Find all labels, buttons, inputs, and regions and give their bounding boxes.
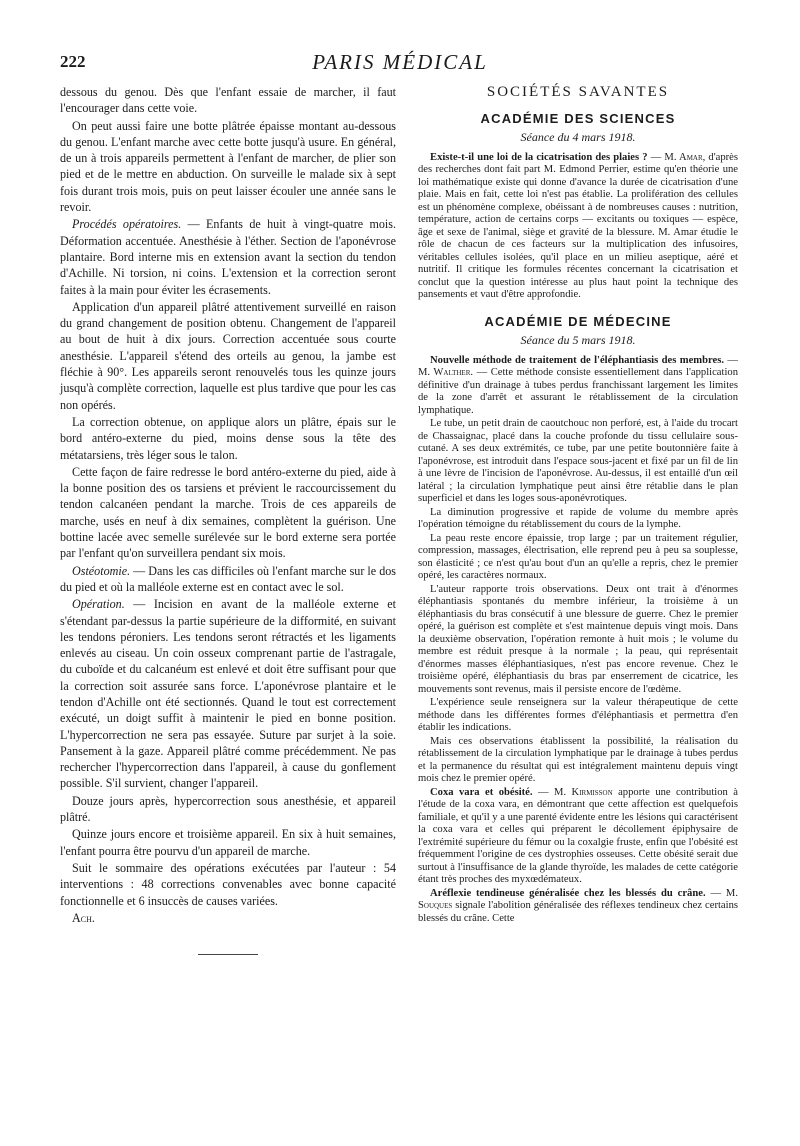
paragraph-label: Opération. — [72, 597, 125, 612]
article-title: Coxa vara et obésité. — [430, 786, 533, 798]
article-title: Existe-t-il une loi de la cicatrisation des plaies ? — [430, 151, 648, 163]
academy-title: ACADÉMIE DE MÉDECINE — [484, 313, 672, 329]
right-column — [418, 84, 738, 926]
paragraph — [60, 563, 396, 596]
article-title: Nouvelle méthode de traitement de l'éléphantiasis des membres. — [430, 354, 724, 366]
paragraph: Application d'un appareil plâtré attentivement surveillé en raison du grand changement de position obtenu. Changement de l'appareil au bout de huit à dix jours. Correction accentuée sous courte anesthésie. L'appareil s'étend des orteils au genou, la jambe est fléchie à 90°. Les appareils seront renouvelés tous les quinze jours jusqu'à complète correction, laquelle est plus tardive que pour les cas non opérés. — [60, 299, 396, 412]
paragraph: L'expérience seule renseignera sur la valeur thérapeutique de cette méthode dans les différentes formes d'éléphantiasis et permettra d'en établir les indications. — [418, 697, 738, 733]
page-number: 222 — [60, 52, 86, 71]
paragraph — [60, 216, 396, 297]
article-author: M. Amar, — [664, 151, 706, 163]
article-author: M. Kirmisson — [554, 786, 613, 798]
article-title: Aréflexie tendineuse généralisée chez les blessés du crâne. — [430, 887, 706, 899]
article-text: d'après des recherches dont fait part M. Edmond Perrier, estime qu'en théorie une loi mathématique existe qui donne d'avance la durée de cicatrisation d'une plaie. Mais en fait, cette loi n'est pas établie. La prolifération des cellules est un phénomène complexe, obéissant à de nombreuses causes : nutrition, température, action de certains corps — excitants ou toxiques — espèce, âge et sexe de l'animal, siège et gravité de la blessure. M. Amar étudie le rôle de chacun de ces facteurs sur la multiplication des infusoires, véritables cellules isolées, qu'il place en un milieu aseptique, aéré et nutritif. Il critique les formules récentes concernant la cicatrisation et conclut que la question intéresse au plus haut point la technique des pansements et vaut d'être approfondie. — [418, 151, 738, 300]
paragraph: L'auteur rapporte trois observations. Deux ont trait à d'énormes éléphantiasis spontanés du membre inférieur, la troisième à un éléphantiasis du bras consécutif à une blessure de guerre. Chez le premier opéré, la guérison est complète et s'est maintenue depuis vingt mois. Dans la deuxième observation, l'opération remonte à huit mois ; le volume du membre est réduit presque à la normale ; la peau, qui représentait d'énormes masses éléphantiasiques, n'est pas encore revenue. Chez le troisième opéré, éléphantiasis du bras par enserrement de cicatrice, les mouvements sont revenus, mais il persiste encore de l'œdème. — [418, 583, 738, 695]
article-text: signale l'abolition généralisée des réflexes tendineux chez certains blessés du crâne. Cette — [418, 900, 738, 924]
article-author: M. Souques — [418, 887, 738, 911]
paragraph: Cette façon de faire redresse le bord antéro-externe du pied, aide à la bonne position des os tarsiens et prévient le raccourcissement du tendon calcanéen pendant la marche. Trois de ces appareils de marche, usés en neuf à dix semaines, complètent la guérison. Une bottine lacée avec semelle surélevée sur le bord externe sera portée par l'enfant qu'on surveillera pendant six mois. — [60, 464, 396, 561]
session-date: Séance du 4 mars 1918. — [520, 130, 636, 144]
paragraph: On peut aussi faire une botte plâtrée épaisse montant au-dessous du genou. L'enfant marche avec cette botte jusqu'à usure. En général, de un à trois appareils permettent à l'enfant de marcher, de plier son pied et de le mettre en abduction. On surveille le malade six à sept fois durant trois mois, puis on peut laisser écouler une année sans le revoir. — [60, 118, 396, 215]
article-author: M. Walther. — [418, 367, 474, 378]
section-title: SOCIÉTÉS SAVANTES — [486, 84, 670, 100]
paragraph-text: — Enfants de huit à vingt-quatre mois. Déformation accentuée. Anesthésie à l'éther. Section de l'aponévrose plantaire. Bord interne mis en extension avant la section du tendon d'Achille. Ni torsion, ni coins. L'extension et la correction seront faites à la main pour éviter les écrasements. — [60, 217, 396, 297]
paragraph: Mais ces observations établissent la possibilité, la réalisation du rétablissement de la circulation lymphatique par le drainage à tubes perdus et la permanence du résultat qui est intégralement maintenu depuis vingt mois chez le premier opéré. — [418, 735, 738, 784]
paragraph: Le tube, un petit drain de caoutchouc non perforé, est, à l'aide du trocart de Chassaignac, placé dans la couche profonde du tissu cellulaire sous-cutané. A ses deux extrémités, ce tube, par une petite boutonnière faite à l'aponévrose, est introduit dans l'espace sous-jacent et fixé par un fil de lin à une lèvre de l'incision de l'aponévrose. Au-dessus, il est entaillé d'un œil latéral ; la circulation lymphatique peut ainsi être rétablie dans le plan superficiel et dans les loges sous-aponévrotiques. — [418, 418, 738, 504]
paragraph: Quinze jours encore et troisième appareil. En six à huit semaines, l'enfant pourra être pourvu d'un appareil de marche. — [60, 827, 396, 858]
paragraph-label: Ostéotomie. — [72, 563, 131, 578]
running-title: PARIS MÉDICAL — [312, 50, 488, 74]
author-signature: Ach. — [72, 910, 95, 925]
article: Existe-t-il une loi de la cicatrisation des plaies ? — M. Amar, d'après des recherches dont fait part M. Edmond Perrier, estime qu'en théorie une loi mathématique existe qui donne d'avance la durée de cicatrisation d'une plaie. Mais en fait, cette loi n'est pas établie. La prolifération des cellules est un phénomène complexe, obéissant à de nombreuses causes : nutrition, température, action de certains corps — excitants ou toxiques — espèce, âge et sexe de l'animal, siège et gravité de la blessure. M. Amar étudie le rôle de chacun de ces facteurs sur la multiplication des infusoires, véritables cellules isolées, qu'il place en un milieu aseptique, aéré et nutritif. Il critique les formules récentes concernant la cicatrisation et conclut que la question intéresse au plus haut point la technique des pansements et vaut d'être approfondie. — [418, 151, 738, 300]
article: Coxa vara et obésité. — M. Kirmisson apporte une contribution à l'étude de la coxa vara, en démontrant que cette affection est quelquefois familiale, et qu'il y a une parenté évidente entre les lésions qui caractérisent la coxa vara et celles qui préparent le décollement épiphysaire de l'extrémité supérieure du fémur ou la coxalgie fruste, enfin que l'obésité est fréquemment l'origine de ces dystrophies osseuses. Cette obésité serait due surtout à l'insuffisance de la glande thyroïde, les malades de cette catégorie étant très proches des myxœdémateux. — [418, 786, 738, 885]
paragraph: La diminution progressive et rapide de volume du membre après l'opération témoigne du rétablissement du cours de la lymphe. — [418, 506, 738, 530]
session-date: Séance du 5 mars 1918. — [520, 333, 636, 347]
paragraph-text: — Dans les cas difficiles où l'enfant marche sur le dos du pied et où la malléole externe est en contact avec le sol. — [60, 563, 396, 594]
paragraph: La correction obtenue, on applique alors un plâtre, épais sur le bord antéro-externe du pied, moins dense sous la tête des métatarsiens, très léger sous le talon. — [60, 414, 396, 462]
paragraph-label: Procédés opératoires. — [72, 217, 182, 232]
article-text: — Cette méthode consiste essentiellement dans l'application définitive d'un drainage à tubes perdus franchissant largement les limites de la zone d'arrêt et assurant le rétablissement de la circulation lymphatique. — [418, 367, 738, 416]
article: Nouvelle méthode de traitement de l'éléphantiasis des membres. — M. Walther. — Cette méthode consiste essentiellement dans l'application définitive d'un drainage à tubes perdus franchissant largement les limites de la zone d'arrêt et assurant le rétablissement de la circulation lymphatique. — [418, 354, 738, 416]
section-divider — [198, 954, 258, 955]
paragraph: Douze jours après, hypercorrection sous anesthésie, et appareil plâtré. — [60, 793, 396, 825]
paragraph: dessous du genou. Dès que l'enfant essaie de marcher, il faut l'encourager dans cette voie. — [60, 85, 396, 116]
paragraph: Suit le sommaire des opérations exécutées par l'auteur : 54 interventions : 48 corrections convenables avec bonne capacité fonctionnelle et 6 insuccès de causes variées. — [60, 860, 396, 908]
paragraph — [60, 596, 396, 792]
paragraph: La peau reste encore épaissie, trop large ; par un traitement régulier, compression, massages, électrisation, elle reprend peu à peu sa souplesse, son élasticité ; ce n'est qu'au bout d'un an qu'elle a repris, chez le premier opéré, les caractères normaux. — [418, 532, 738, 581]
left-column — [60, 84, 396, 955]
article: Aréflexie tendineuse généralisée chez les blessés du crâne. — M. Souques signale l'abolition généralisée des réflexes tendineux chez certains blessés du crâne. Cette — [418, 887, 738, 924]
academy-title: ACADÉMIE DES SCIENCES — [480, 110, 676, 126]
article-text: apporte une contribution à l'étude de la coxa vara, en démontrant que cette affection est quelquefois familiale, et qu'il y a une parenté évidente entre les lésions qui caractérisent la coxa vara et celles qui préparent le décollement épiphysaire de l'extrémité supérieure du fémur ou la coxalgie fruste, enfin que l'obésité est fréquemment l'origine de ces dystrophies osseuses. Cette obésité serait due surtout à l'insuffisance de la glande thyroïde, les malades de cette catégorie étant très proches des myxœdémateux. — [418, 786, 738, 885]
paragraph-text: — Incision en avant de la malléole externe et s'étendant par-dessus la partie supérieure de la difformité, en suivant les tendons péroniers. Les tendons seront rétractés et les ligaments enlevés au ciseau. Un coin osseux comprenant partie de l'astragale, du cuboïde et du calcanéum est enlevé et doit être suffisant pour que la correction soit assurée sans force. L'aponévrose plantaire et le tendon d'Achille ont été sectionnés. Quand le tout est correctement exécuté, un doigt suffit à maintenir le pied en bonne position. L'hypercorrection ne sera pas essayée. Suture par surjet à la soie. Pansement à la gaze. Appareil plâtré comme précédemment. Ne pas rechercher l'hypercorrection dans l'appareil, à cause du gonflement possible. S'il survient, changer l'appareil. — [60, 597, 396, 791]
